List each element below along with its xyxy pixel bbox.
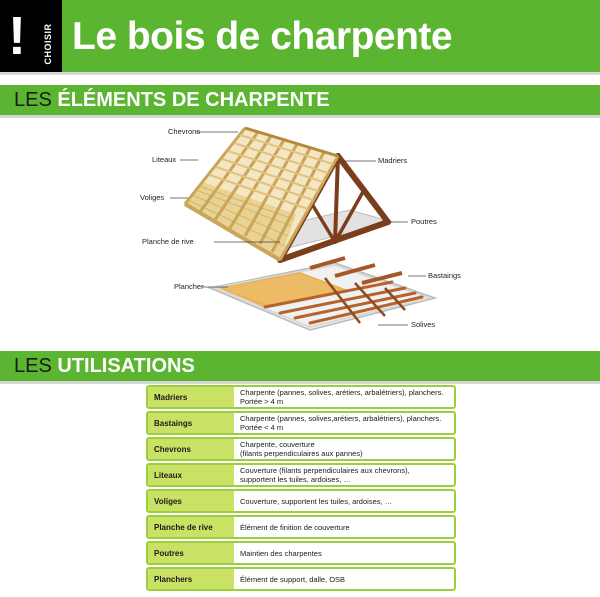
label-poutres: Poutres bbox=[411, 217, 437, 226]
table-row bbox=[146, 515, 456, 539]
row-description: Charpente (pannes, solives, arétiers, arbalétriers), planchers. Portée > 4 m bbox=[240, 388, 444, 406]
row-description: Charpente, couverture (filants perpendiculaires aux pannes) bbox=[240, 440, 363, 458]
row-description: Charpente (pannes, solives,arétiers, arbalétriers), planchers. Portée < 4 m bbox=[240, 414, 442, 432]
choisir-badge bbox=[0, 0, 62, 72]
label-liteaux: Liteaux bbox=[152, 155, 177, 164]
row-name: Poutres bbox=[148, 543, 234, 563]
row-name: Planche de rive bbox=[148, 517, 234, 537]
row-description: Couverture (filants perpendiculaires aux chevrons), supportent les tuiles, ardoises, … bbox=[240, 466, 410, 484]
row-name: Planchers bbox=[148, 569, 234, 589]
label-madriers: Madriers bbox=[378, 156, 408, 165]
badge-label: CHOISIR bbox=[43, 23, 53, 65]
section-title: ÉLÉMENTS DE CHARPENTE bbox=[57, 89, 330, 111]
row-name: Voliges bbox=[148, 491, 234, 511]
exclamation-icon: ! bbox=[8, 6, 26, 66]
header-bar bbox=[0, 0, 600, 72]
label-bastaings: Bastaings bbox=[428, 271, 461, 280]
label-chevrons: Chevrons bbox=[168, 127, 201, 136]
floor-frame bbox=[210, 258, 435, 330]
roof-illustration bbox=[130, 118, 470, 350]
roof-structure-diagram bbox=[130, 118, 470, 350]
row-description: Élément de finition de couverture bbox=[240, 522, 350, 532]
row-description: Maintien des charpentes bbox=[240, 548, 322, 558]
section-divider bbox=[0, 381, 600, 384]
label-planche-de-rive: Planche de rive bbox=[142, 237, 194, 246]
header-divider bbox=[0, 72, 600, 75]
label-solives: Solives bbox=[411, 320, 436, 329]
table-row bbox=[146, 411, 456, 435]
table-row bbox=[146, 567, 456, 591]
row-name: Bastaings bbox=[148, 413, 234, 433]
table-row bbox=[146, 489, 456, 513]
section-prefix: LES bbox=[14, 89, 52, 111]
row-name: Madriers bbox=[148, 387, 234, 407]
table-row bbox=[146, 437, 456, 461]
table-row bbox=[146, 541, 456, 565]
table-row bbox=[146, 463, 456, 487]
section-title: UTILISATIONS bbox=[57, 355, 195, 377]
label-plancher: Plancher bbox=[174, 282, 204, 291]
section-prefix: LES bbox=[14, 355, 52, 377]
label-voliges: Voliges bbox=[140, 193, 165, 202]
page-title: Le bois de charpente bbox=[72, 15, 453, 58]
row-name: Chevrons bbox=[148, 439, 234, 459]
section-band-utilisations bbox=[0, 351, 600, 381]
table-row bbox=[146, 385, 456, 409]
row-description: Élément de support, dalle, OSB bbox=[240, 574, 346, 584]
section-band-elements bbox=[0, 85, 600, 115]
row-name: Liteaux bbox=[148, 465, 234, 485]
row-description: Couverture, supportent les tuiles, ardoises, … bbox=[240, 496, 393, 506]
